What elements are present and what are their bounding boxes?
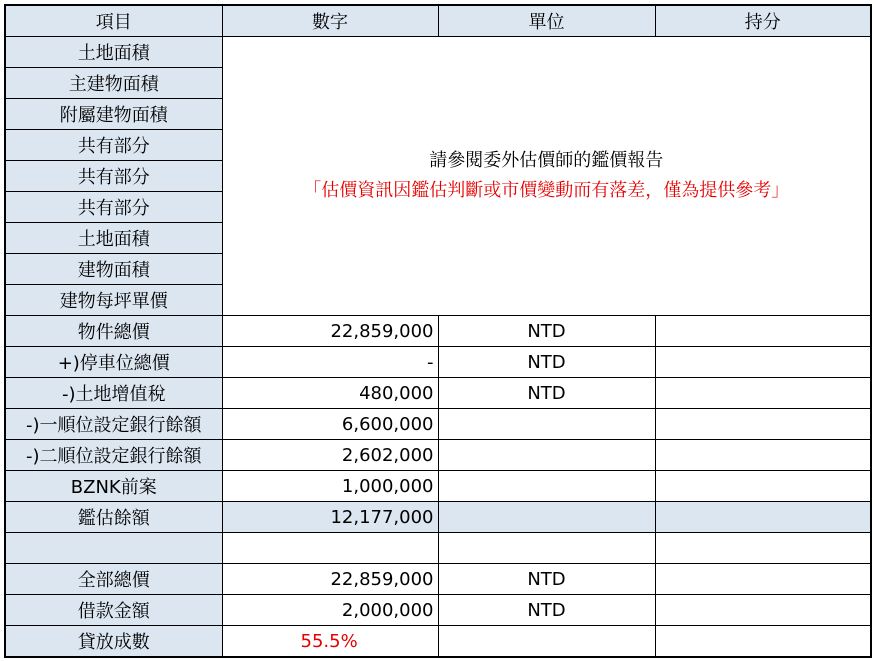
row-number: 12,177,000: [222, 502, 438, 533]
row-unit: [438, 409, 655, 440]
row-unit: NTD: [438, 595, 655, 626]
row-label: -)二順位設定銀行餘額: [5, 440, 222, 471]
row-unit: [438, 626, 655, 658]
row-number: [222, 533, 438, 564]
row-unit: NTD: [438, 316, 655, 347]
row-label: [5, 533, 222, 564]
row-share: [655, 564, 871, 595]
row-share: [655, 533, 871, 564]
row-share: [655, 626, 871, 658]
row-share: [655, 502, 871, 533]
row-share: [655, 595, 871, 626]
appraisal-table: [4, 4, 872, 658]
header-share: 持分: [655, 5, 871, 37]
row-share: [655, 409, 871, 440]
row-label: 共有部分: [5, 130, 222, 161]
row-share: [655, 316, 871, 347]
row-label: -)一順位設定銀行餘額: [5, 409, 222, 440]
appraisal-note: [222, 37, 871, 316]
row-label: 貸放成數: [5, 626, 222, 658]
header-number: 數字: [222, 5, 438, 37]
row-number: 2,000,000: [222, 595, 438, 626]
row-label: 建物面積: [5, 254, 222, 285]
row-label: 土地面積: [5, 37, 222, 68]
row-label: 借款金額: [5, 595, 222, 626]
row-share: [655, 347, 871, 378]
row-unit: [438, 502, 655, 533]
row-share: [655, 378, 871, 409]
row-label: 附屬建物面積: [5, 99, 222, 130]
table-row: [5, 595, 871, 626]
note-line-2: 「估價資訊因鑑估判斷或市價變動而有落差，僅為提供參考」: [303, 180, 790, 201]
table-row: [5, 409, 871, 440]
table-row: [5, 347, 871, 378]
row-number: 480,000: [222, 378, 438, 409]
row-number: 2,602,000: [222, 440, 438, 471]
row-number: -: [222, 347, 438, 378]
row-label: BZNK前案: [5, 471, 222, 502]
row-unit: NTD: [438, 347, 655, 378]
row-number: 22,859,000: [222, 564, 438, 595]
row-unit: NTD: [438, 378, 655, 409]
row-label: 共有部分: [5, 161, 222, 192]
header-row: [5, 5, 871, 37]
row-label: 土地面積: [5, 223, 222, 254]
ltv-row: [5, 626, 871, 658]
ltv-value: 55.5%: [222, 626, 438, 658]
row-share: [655, 471, 871, 502]
row-label: 建物每坪單價: [5, 285, 222, 316]
row-number: 6,600,000: [222, 409, 438, 440]
row-share: [655, 440, 871, 471]
row-label: 鑑估餘額: [5, 502, 222, 533]
row-number: 22,859,000: [222, 316, 438, 347]
row-unit: [438, 471, 655, 502]
note-line-1: 請參閱委外估價師的鑑價報告: [429, 150, 664, 171]
appraisal-balance-row: [5, 502, 871, 533]
table-row: [5, 440, 871, 471]
row-number: 1,000,000: [222, 471, 438, 502]
table-row: [5, 316, 871, 347]
row-unit: [438, 440, 655, 471]
row-unit: NTD: [438, 564, 655, 595]
row-label: 主建物面積: [5, 68, 222, 99]
table-row: [5, 37, 871, 68]
table-row: [5, 564, 871, 595]
header-unit: 單位: [438, 5, 655, 37]
row-label: 共有部分: [5, 192, 222, 223]
row-label: +)停車位總價: [5, 347, 222, 378]
row-label: -)土地增值稅: [5, 378, 222, 409]
blank-row: [5, 533, 871, 564]
row-label: 全部總價: [5, 564, 222, 595]
header-item: 項目: [5, 5, 222, 37]
table-row: [5, 471, 871, 502]
row-unit: [438, 533, 655, 564]
table-row: [5, 378, 871, 409]
row-label: 物件總價: [5, 316, 222, 347]
